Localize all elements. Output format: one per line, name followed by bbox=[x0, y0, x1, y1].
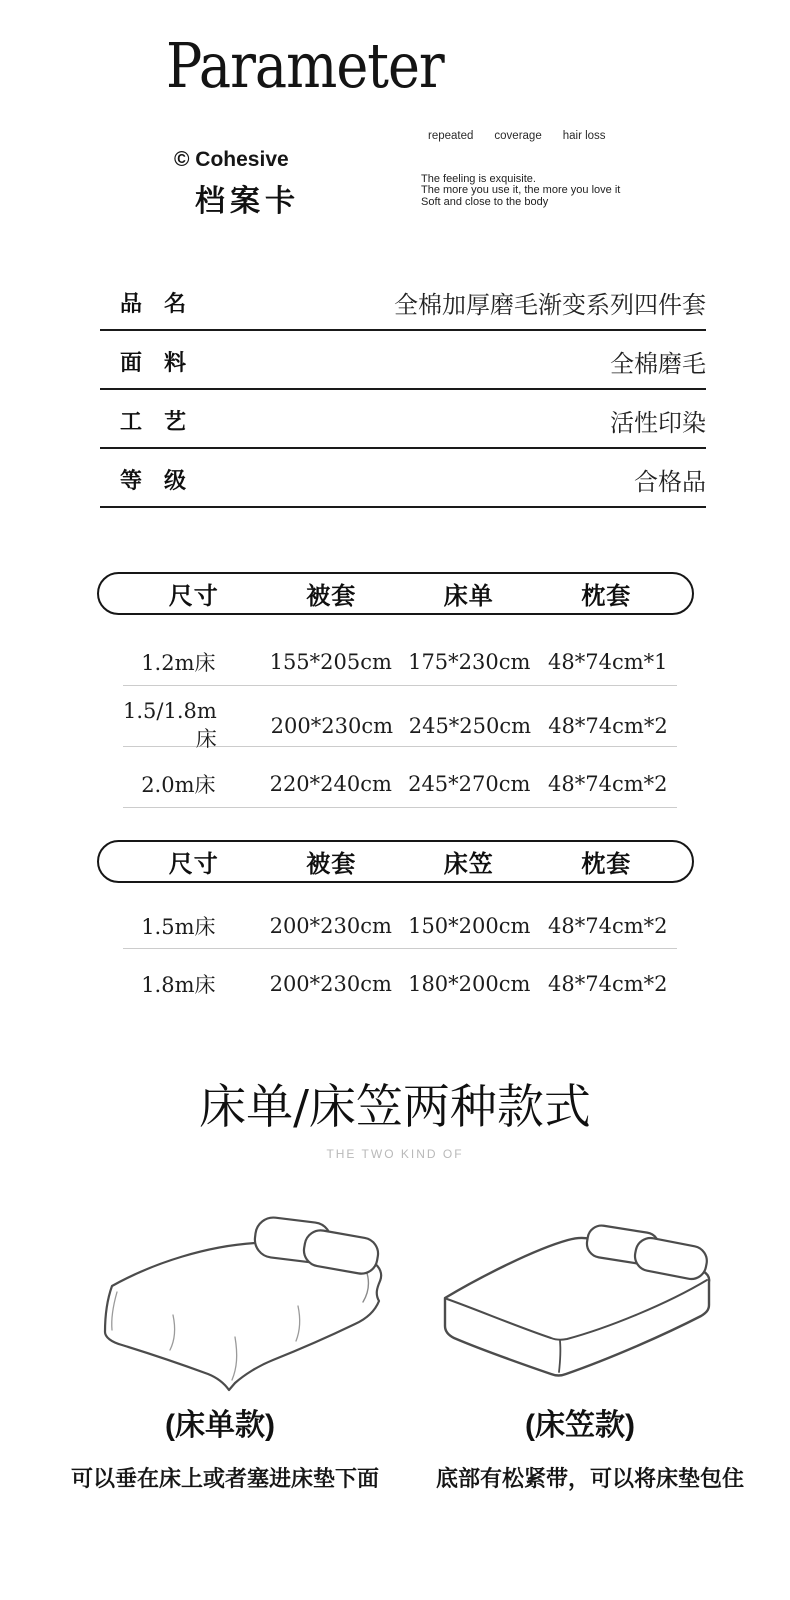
tagline-line-2: The more you use it, the more you love it bbox=[421, 184, 621, 197]
cell-pillow: 48*74cm*2 bbox=[548, 972, 668, 996]
spec-value: 全棉磨毛 bbox=[610, 350, 706, 378]
header-pillowcase: 枕套 bbox=[581, 851, 632, 878]
cell-duvet: 155*205cm bbox=[269, 649, 392, 674]
size-table-sheet bbox=[97, 572, 694, 808]
tagline-line-3: Soft and close to the body bbox=[421, 195, 549, 208]
cell-duvet: 200*230cm bbox=[270, 714, 393, 738]
cell-bed-size: 2.0m床 bbox=[141, 772, 216, 797]
cell-pillow: 48*74cm*2 bbox=[548, 714, 668, 738]
spec-value: 合格品 bbox=[634, 468, 706, 496]
cell-duvet: 200*230cm bbox=[269, 913, 392, 938]
sheet-style-caption: 可以垂在床上或者塞进床垫下面 bbox=[70, 1466, 379, 1491]
cell-pillow: 48*74cm*2 bbox=[548, 771, 668, 796]
keyword-coverage: coverage bbox=[494, 130, 542, 142]
keyword-hair-loss: hair loss bbox=[562, 130, 606, 142]
header-duvet-cover: 被套 bbox=[306, 851, 357, 878]
header-pillowcase: 枕套 bbox=[581, 583, 632, 610]
two-kinds-subheading: THE TWO KIND OF bbox=[326, 1147, 464, 1161]
header-duvet-cover: 被套 bbox=[306, 583, 357, 610]
brand-name: © Cohesive bbox=[174, 148, 289, 171]
cell-duvet: 200*230cm bbox=[269, 972, 392, 996]
spec-row-fabric bbox=[100, 331, 706, 390]
table-row bbox=[123, 891, 677, 949]
size-table-sheet-header bbox=[97, 572, 694, 615]
size-table-fitted-rows bbox=[97, 891, 694, 1007]
header-flat-sheet: 床单 bbox=[443, 583, 494, 610]
spec-label: 品 名 bbox=[120, 291, 187, 316]
spec-value: 全棉加厚磨毛渐变系列四件套 bbox=[394, 291, 706, 319]
sheet-style-bed-illustration bbox=[60, 1216, 390, 1394]
header-size: 尺寸 bbox=[168, 583, 219, 610]
tagline bbox=[421, 174, 620, 208]
cell-duvet: 220*240cm bbox=[269, 771, 392, 796]
cell-bed-size: 1.8m床 bbox=[141, 973, 216, 997]
page-title: Parameter bbox=[166, 30, 444, 102]
spec-row-grade bbox=[100, 449, 706, 508]
cell-bed-size: 1.2m床 bbox=[141, 650, 216, 675]
table-row bbox=[123, 686, 677, 751]
cell-fitted: 150*200cm bbox=[408, 913, 531, 938]
table-row bbox=[123, 625, 677, 686]
cell-pillow: 48*74cm*2 bbox=[548, 913, 668, 938]
tagline-line-1: The feeling is exquisite. bbox=[421, 173, 536, 185]
keyword-repeated: repeated bbox=[428, 130, 474, 142]
cell-sheet: 245*250cm bbox=[408, 714, 532, 738]
cell-pillow: 48*74cm*1 bbox=[548, 649, 668, 674]
keyword-list bbox=[428, 130, 606, 142]
cell-bed-size: 1.5m床 bbox=[141, 914, 216, 939]
spec-label: 等 级 bbox=[120, 468, 187, 493]
size-table-fitted-header bbox=[97, 840, 694, 883]
header-size: 尺寸 bbox=[168, 851, 219, 878]
card-label: 档案卡 bbox=[195, 185, 300, 218]
spec-row-name bbox=[100, 272, 706, 331]
spec-label: 工 艺 bbox=[120, 409, 187, 434]
table-row bbox=[123, 949, 677, 1007]
cell-fitted: 180*200cm bbox=[408, 972, 531, 996]
spec-row-craft bbox=[100, 390, 706, 449]
header-fitted-sheet: 床笠 bbox=[443, 851, 494, 878]
cell-bed-size: 1.5/1.8m床 bbox=[123, 699, 217, 751]
sheet-style-label: (床单款) bbox=[165, 1409, 275, 1442]
fitted-style-bed-illustration bbox=[420, 1210, 720, 1385]
spec-table bbox=[100, 272, 706, 508]
spec-label: 面 料 bbox=[120, 350, 187, 375]
size-table-fitted bbox=[97, 840, 694, 1007]
cell-sheet: 175*230cm bbox=[408, 649, 531, 674]
size-table-sheet-rows bbox=[97, 625, 694, 808]
cell-sheet: 245*270cm bbox=[408, 771, 531, 796]
fitted-style-label: (床笠款) bbox=[525, 1409, 635, 1442]
spec-value: 活性印染 bbox=[610, 409, 706, 437]
two-kinds-heading: 床单/床笠两种款式 bbox=[199, 1080, 591, 1135]
table-row bbox=[123, 747, 677, 808]
fitted-style-caption: 底部有松紧带，可以将床垫包住 bbox=[435, 1466, 744, 1491]
